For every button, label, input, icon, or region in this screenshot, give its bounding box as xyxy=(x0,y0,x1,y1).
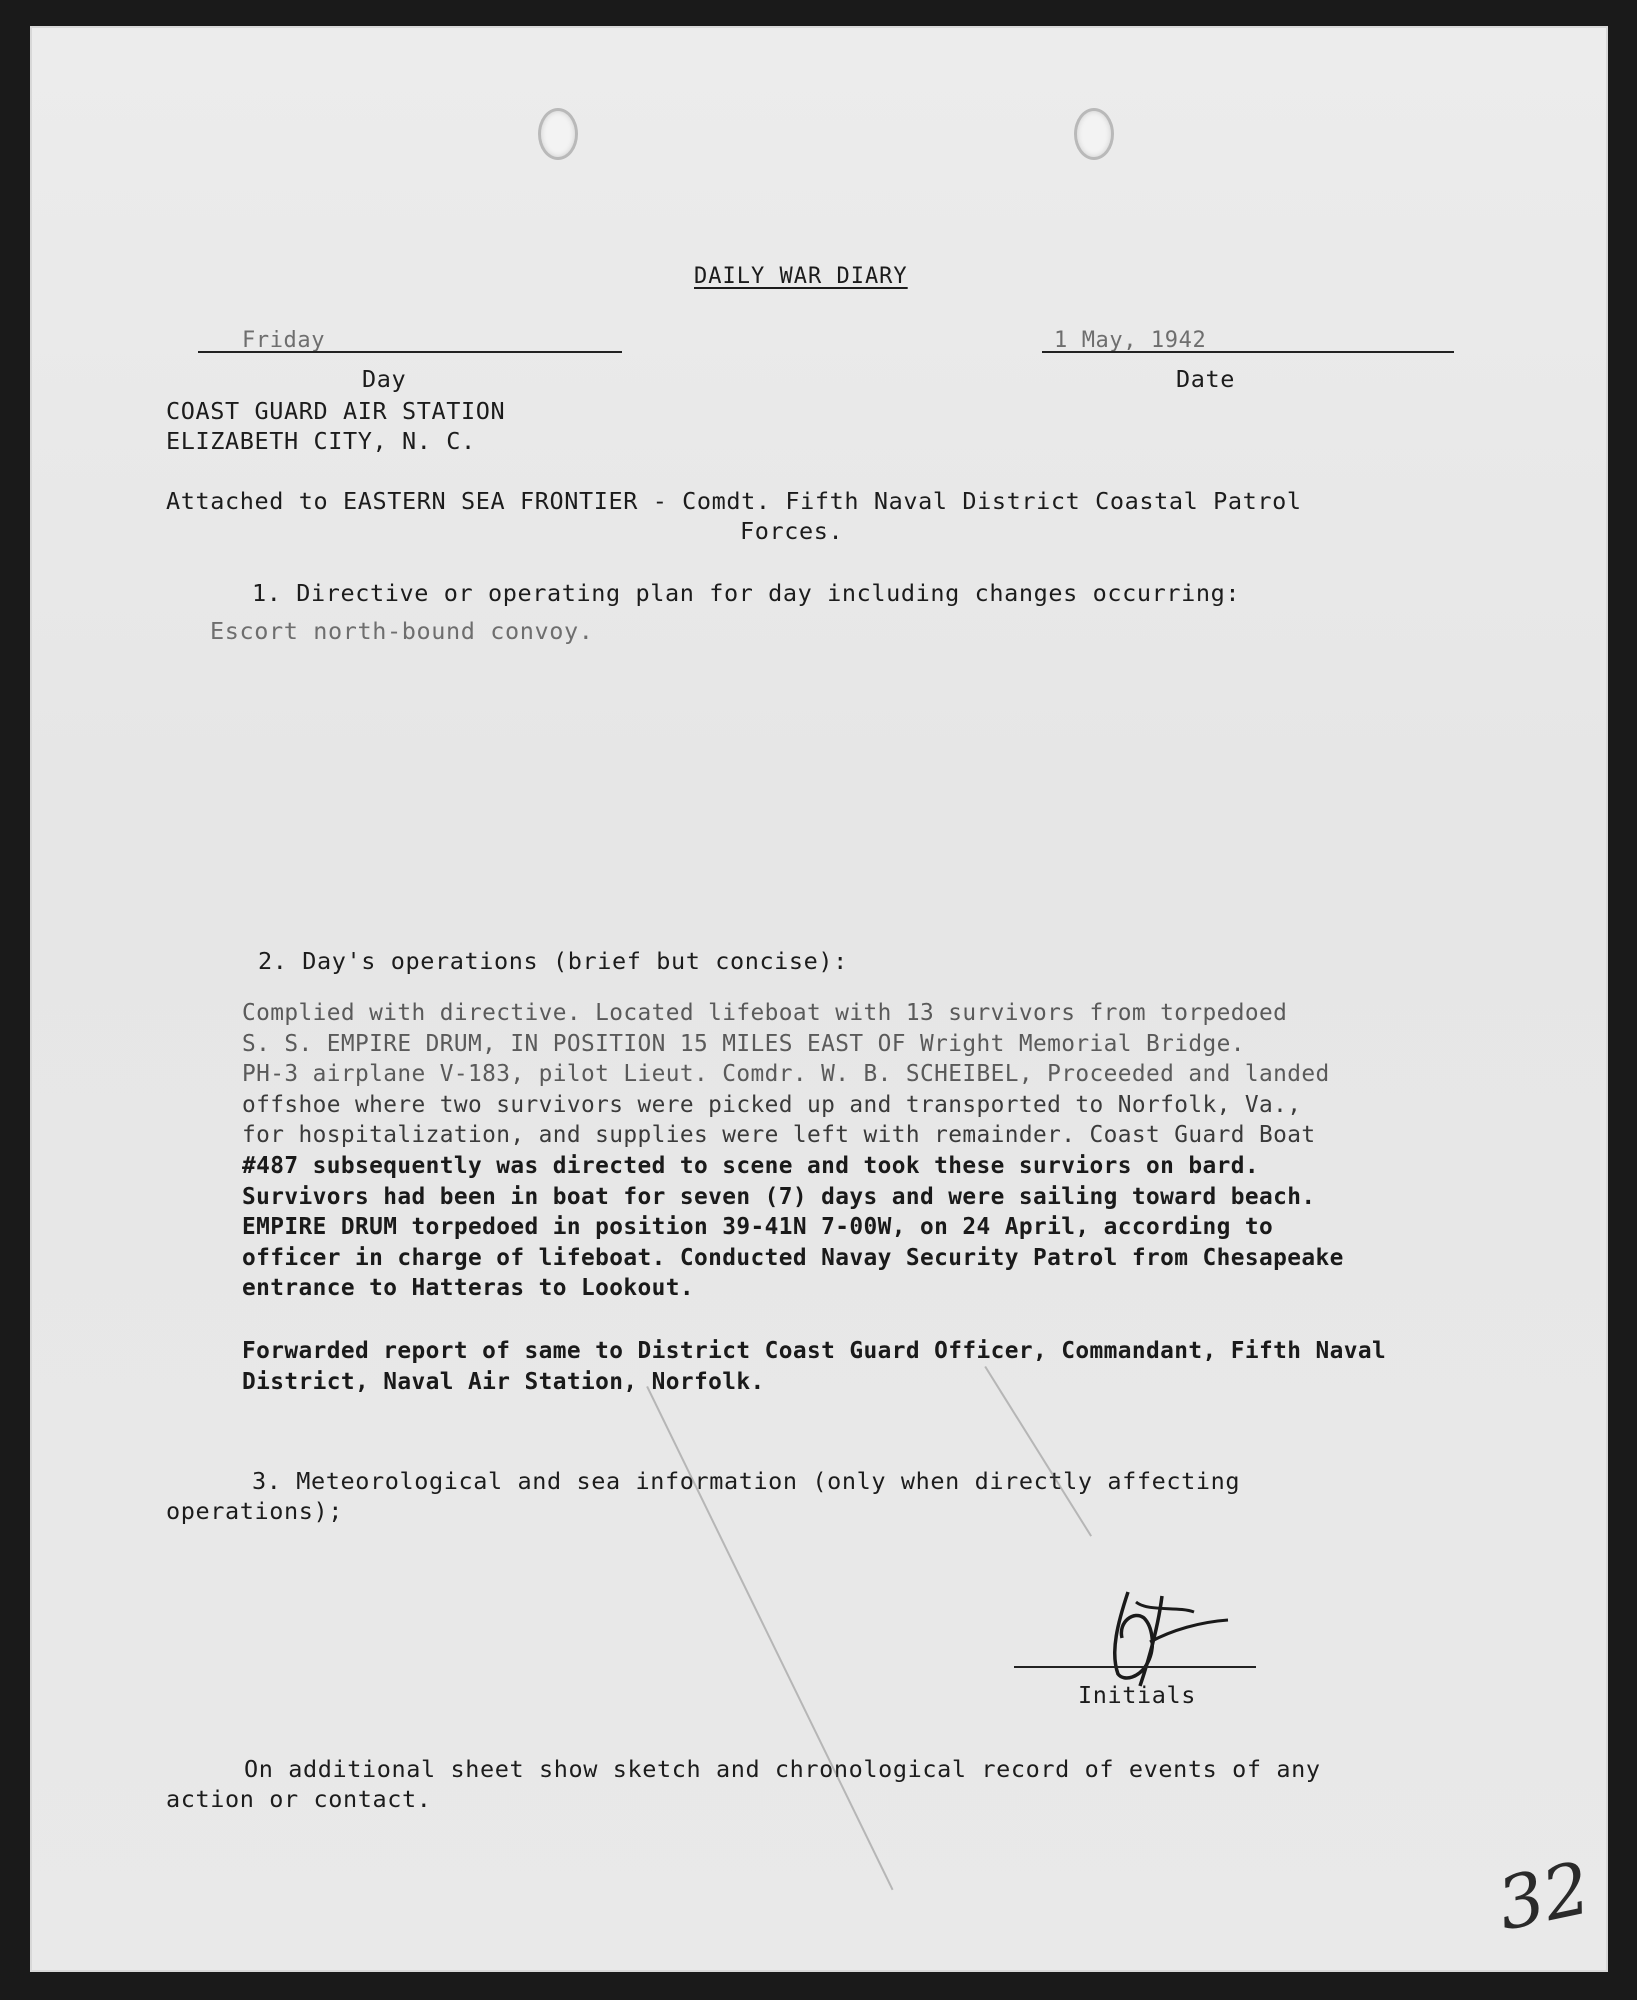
document-page xyxy=(30,26,1608,1972)
station-name: COAST GUARD AIR STATION xyxy=(166,397,506,425)
punch-hole-left xyxy=(538,108,578,160)
initials-label: Initials xyxy=(1078,1681,1196,1709)
item-2-line: #487 subsequently was directed to scene and took these surviors on bard. xyxy=(242,1152,1259,1179)
item-2-line: PH-3 airplane V-183, pilot Lieut. Comdr. W. B. SCHEIBEL, Proceeded and landed xyxy=(242,1061,1330,1088)
forwarded-line: District, Naval Air Station, Norfolk. xyxy=(242,1368,765,1395)
day-underline xyxy=(198,351,622,353)
item-2-line: officer in charge of lifeboat. Conducted Navay Security Patrol from Chesapeake xyxy=(242,1244,1344,1271)
paper-crease xyxy=(646,1386,893,1890)
date-underline xyxy=(1042,351,1454,353)
attached-line-1: Attached to EASTERN SEA FRONTIER - Comdt. Fifth Naval District Coastal Patrol xyxy=(166,487,1302,515)
initials-underline xyxy=(1014,1666,1256,1668)
handwritten-initials-signature xyxy=(1088,1582,1238,1692)
attached-line-2: Forces. xyxy=(740,517,844,545)
item-2-body xyxy=(242,998,1344,1304)
station-location: ELIZABETH CITY, N. C. xyxy=(166,427,476,455)
day-label: Day xyxy=(362,365,407,393)
item-2-line: offshoe where two survivors were picked up and transported to Norfolk, Va., xyxy=(242,1091,1302,1118)
item-2-line: Complied with directive. Located lifeboat with 13 survivors from torpedoed xyxy=(242,1000,1288,1026)
item-3-heading: 3. Meteorological and sea information (only when directly affecting xyxy=(252,1467,1241,1495)
punch-hole-right xyxy=(1074,108,1114,160)
item-2-heading: 2. Day's operations (brief but concise): xyxy=(258,947,848,975)
forwarded-report xyxy=(242,1336,1386,1397)
item-2-line: entrance to Hatteras to Lookout. xyxy=(242,1275,694,1302)
item-1-heading: 1. Directive or operating plan for day including changes occurring: xyxy=(252,579,1241,607)
item-2-line: for hospitalization, and supplies were left with remainder. Coast Guard Boat xyxy=(242,1122,1316,1149)
item-1-text: Escort north-bound convoy. xyxy=(210,617,594,645)
day-value: Friday xyxy=(242,328,326,353)
forwarded-line: Forwarded report of same to District Coast Guard Officer, Commandant, Fifth Naval xyxy=(242,1338,1387,1364)
date-label: Date xyxy=(1176,365,1235,393)
footer-note-line-1: On additional sheet show sketch and chronological record of events of any xyxy=(244,1755,1321,1783)
page-number: 32 xyxy=(1490,1845,1598,1947)
item-2-line: S. S. EMPIRE DRUM, IN POSITION 15 MILES EAST OF Wright Memorial Bridge. xyxy=(242,1030,1245,1057)
footer-note-line-2: action or contact. xyxy=(166,1785,432,1813)
item-2-line: EMPIRE DRUM torpedoed in position 39-41N 7-00W, on 24 April, according to xyxy=(242,1214,1274,1241)
page-title: DAILY WAR DIARY xyxy=(694,264,908,289)
item-2-line: Survivors had been in boat for seven (7) days and were sailing toward beach. xyxy=(242,1183,1316,1210)
date-value: 1 May, 1942 xyxy=(1054,328,1207,353)
item-3-continuation: operations); xyxy=(166,1497,343,1525)
